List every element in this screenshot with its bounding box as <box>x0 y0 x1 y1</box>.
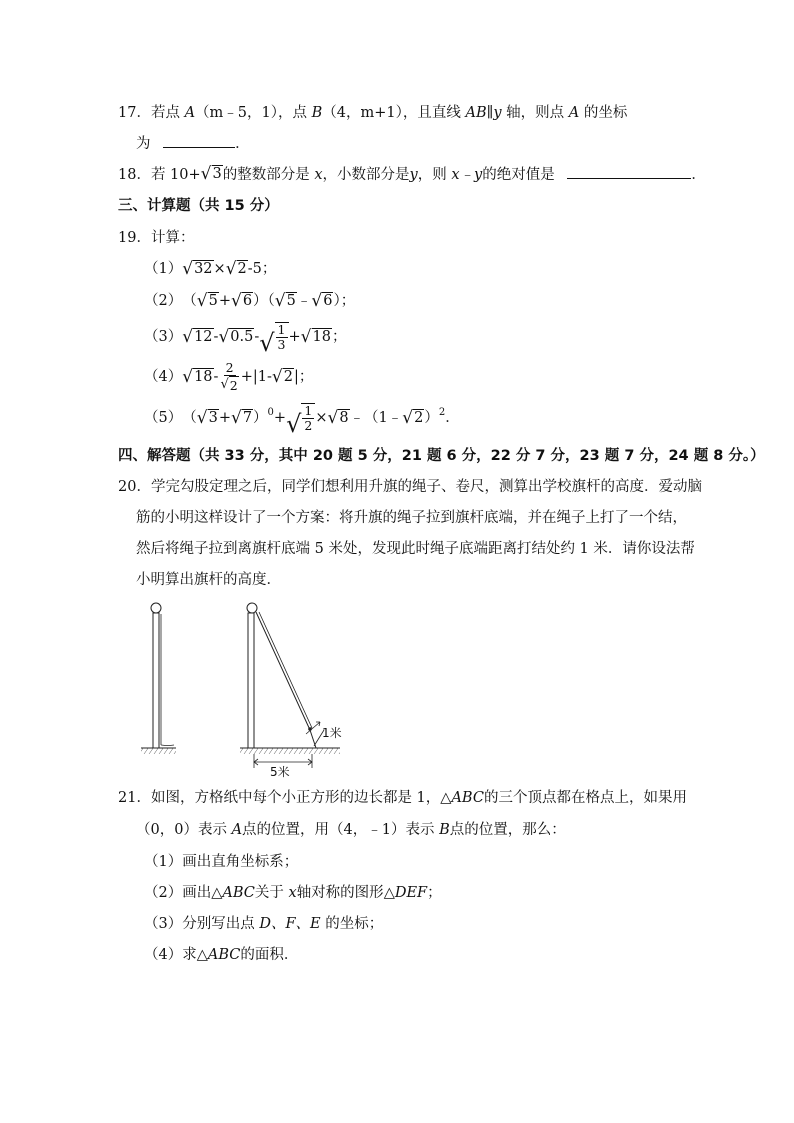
q18-answer-blank[interactable] <box>567 164 691 179</box>
rope <box>256 612 310 730</box>
q21-sub4: （4）求△ABC的面积． <box>144 947 299 963</box>
q17-number: 17． <box>118 105 151 121</box>
q21-sub3: （3）分别写出点 D、F、E 的坐标； <box>144 916 384 932</box>
q20-line3: 然后将绳子拉到离旗杆底端 5 米处，发现此时绳子底端距离打结处约 1 米．请你设法帮 <box>136 541 695 557</box>
q21-sub2: （2）画出△ABC关于 x轴对称的图形△DEF； <box>144 885 442 901</box>
q19-part1: （1） √ 32 × √ 2 -5； <box>144 259 277 279</box>
q20-line4: 小明算出旗杆的高度． <box>136 572 281 588</box>
flagpole-left <box>141 603 176 754</box>
flagpole-right <box>240 603 342 779</box>
q19-part3: （3） √ 12 - √ 0.5 - √ $\frac{1}{3}$ + √ 18 ； <box>144 322 347 357</box>
q21-line1: 21．如图，方格纸中每个小正方形的边长都是 1，△ABC的三个顶点都在格点上，如果用 <box>118 790 687 806</box>
q17-line1: 17．若点 A（m﹣5，1），点 B（4，m+1），且直线 AB∥y 轴，则点 A 的坐标 <box>118 105 628 121</box>
section-3-heading: 三、计算题（共 15 分） <box>118 198 279 214</box>
q20-line2: 筋的小明这样设计了一个方案：将升旗的绳子拉到旗杆底端，并在绳子上打了一个结， <box>136 510 687 526</box>
q17-answer-blank[interactable] <box>163 133 235 148</box>
q20-line1: 20．学完勾股定理之后，同学们想利用升旗的绳子、卷尺，测算出学校旗杆的高度．爱动脑 <box>118 479 702 495</box>
section-4-heading: 四、解答题（共 33 分，其中 20 题 5 分，21 题 6 分，22 分 7 分，23 题 7 分，24 题 8 分。） <box>118 448 765 464</box>
q19-title: 19．计算： <box>118 230 195 246</box>
q17-line2: 为 ． <box>136 133 250 154</box>
q19-part5: （5） （ √ 3 + √ 7 ） $^0$ + √ $\frac{1}{2}$ × √ 8 ﹣（1﹣ √ 2 ） $^2$ ． <box>144 403 460 438</box>
q18-line: 18．若 10+ √ 3 的整数部分是 x，小数部分是y，则 x﹣y的绝对值是 ． <box>118 164 706 184</box>
q19-part2: （2） （ √ 5 + √ 6 ）（ √ 5 ﹣ √ 6 ）； <box>144 291 356 311</box>
q18-number: 18． <box>118 167 151 183</box>
q21-line2: （0，0）表示 A点的位置，用（4，﹣1）表示 B点的位置，那么： <box>136 822 566 838</box>
label-1m: 1米 <box>322 726 342 740</box>
q21-sub1: （1）画出直角坐标系； <box>144 854 299 870</box>
flagpole-figure <box>138 598 378 782</box>
label-5m: 5米 <box>270 765 290 779</box>
q19-part4: （4） √ 18 - 2 √ 2 +|1- √ 2 |； <box>144 359 314 393</box>
